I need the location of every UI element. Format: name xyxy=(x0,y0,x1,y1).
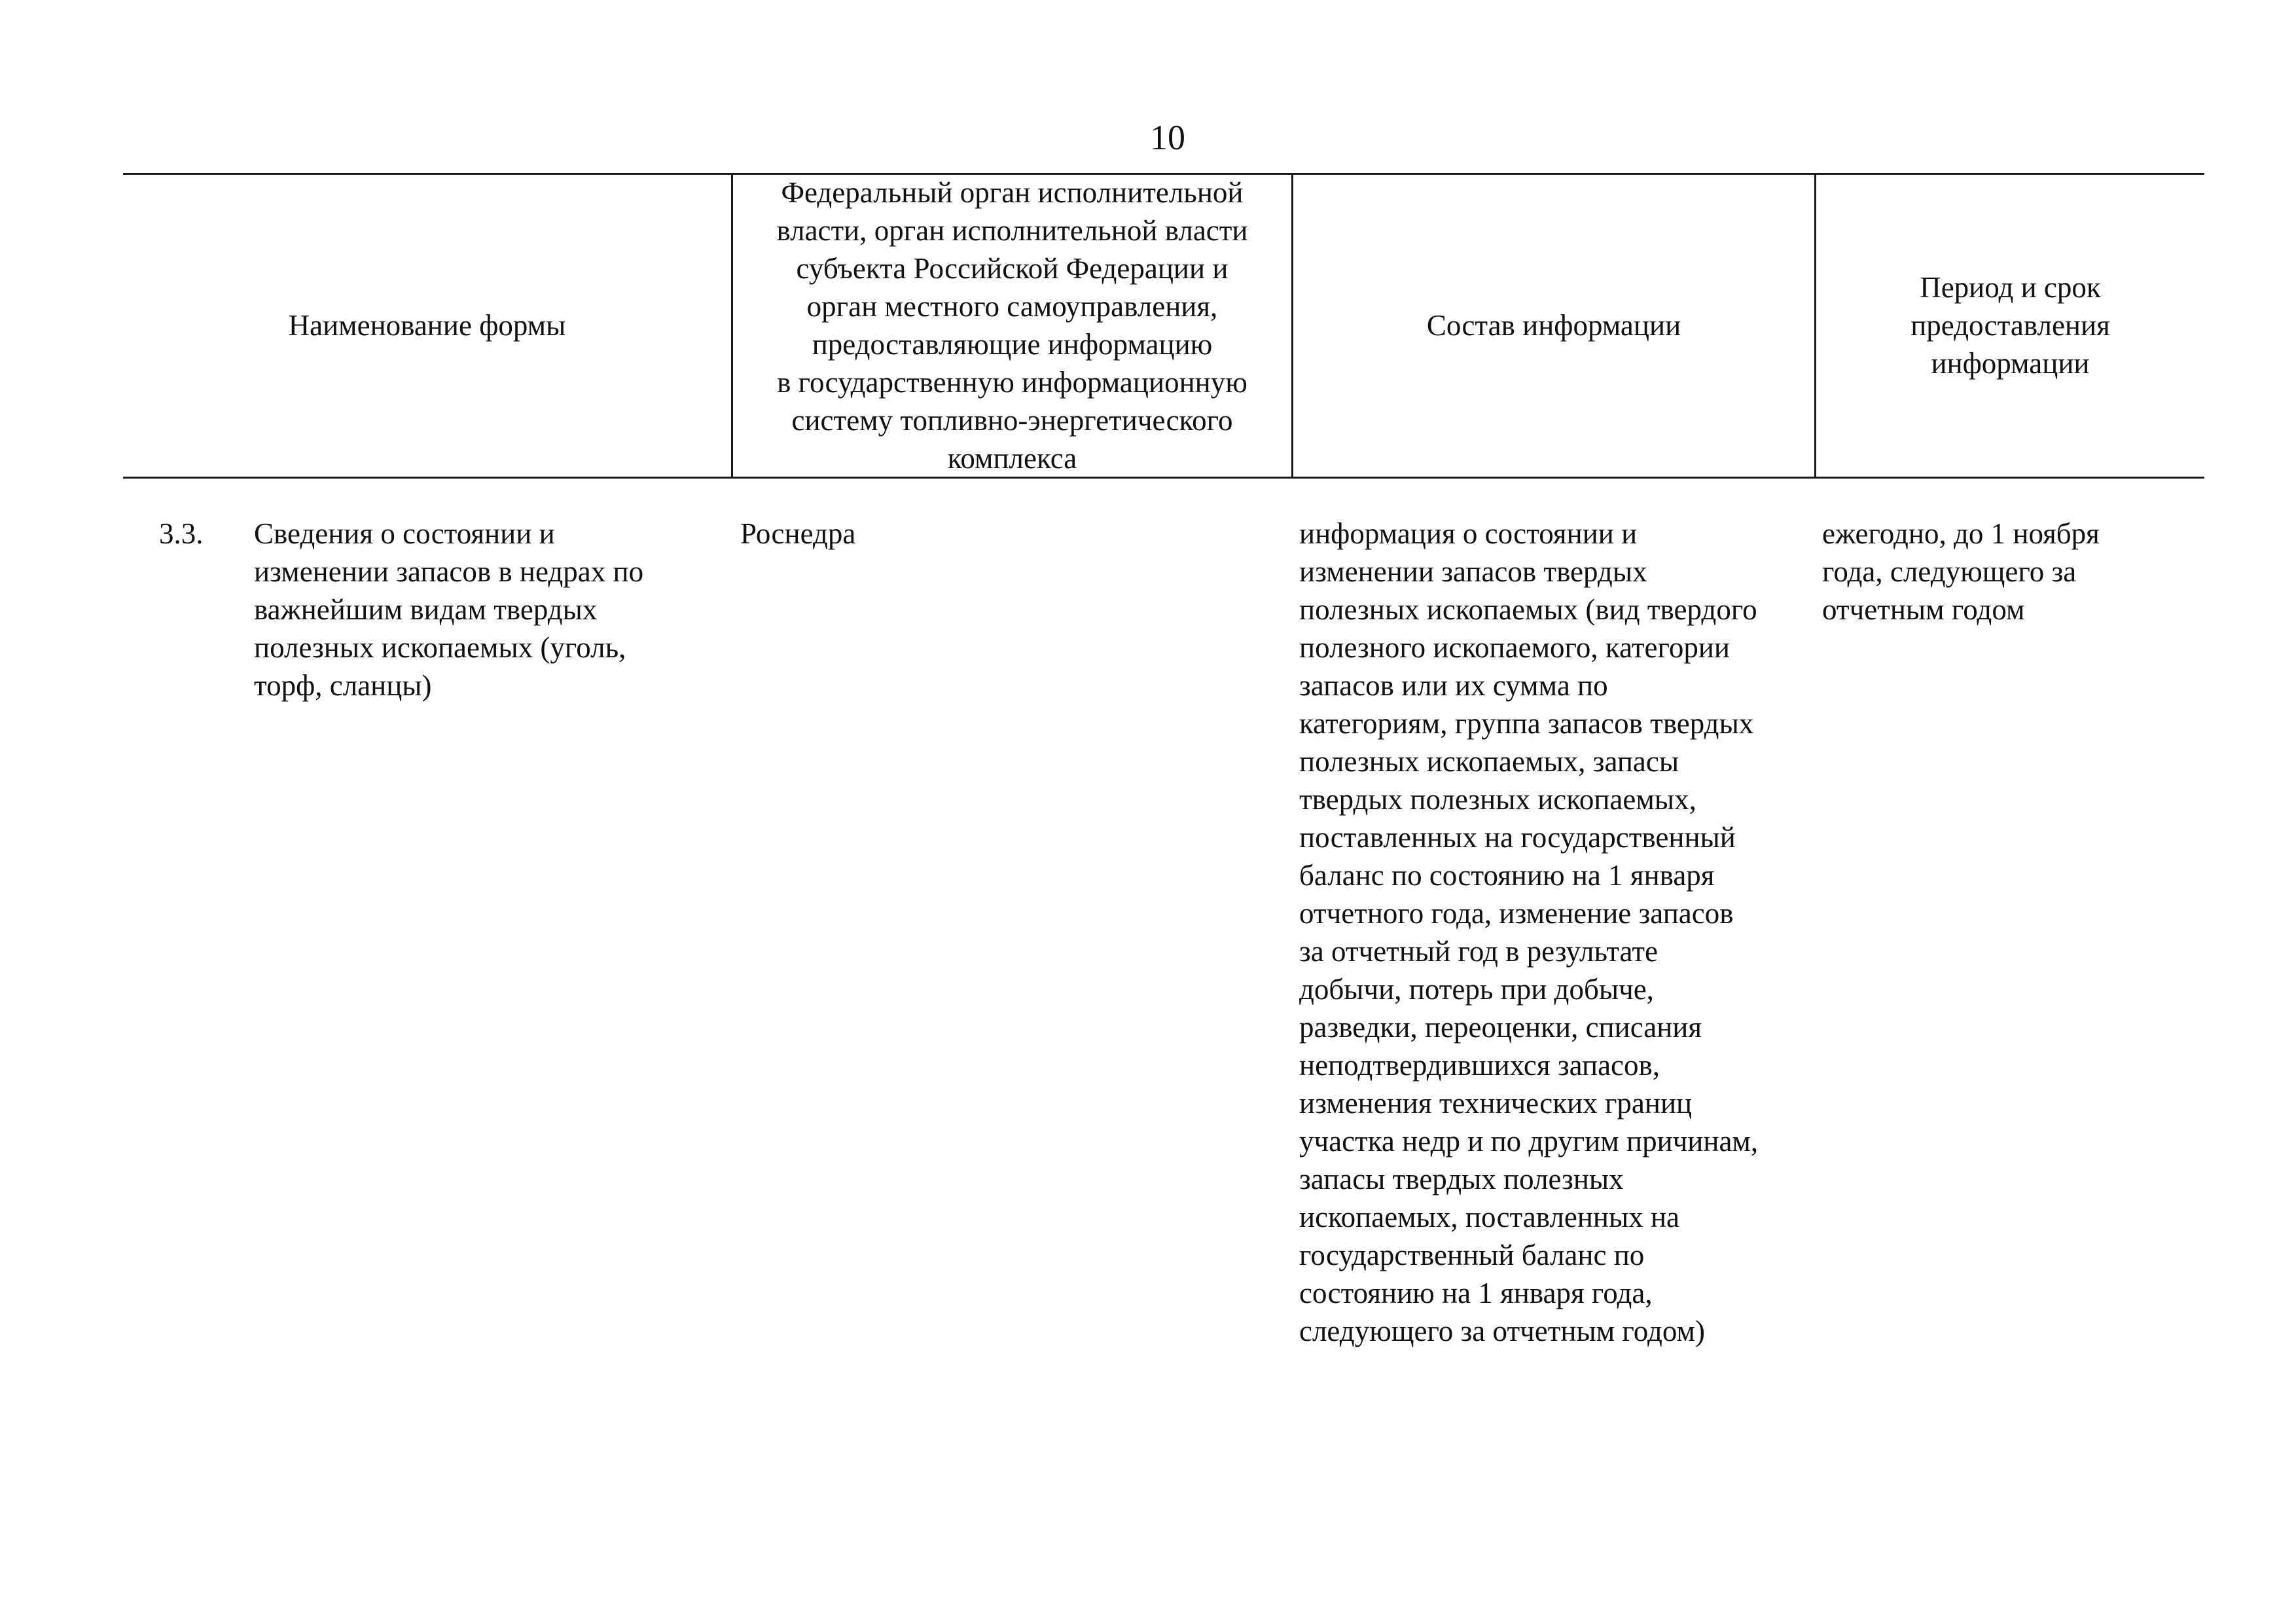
text-line: отчетным годом xyxy=(1822,593,2025,626)
header-line: систему топливно-энергетического xyxy=(791,404,1233,437)
row-period xyxy=(1822,515,2189,629)
header-form-name xyxy=(123,174,731,477)
text-line: запасов или их сумма по xyxy=(1299,669,1608,702)
row-composition xyxy=(1299,515,1816,1350)
header-line: власти, орган исполнительной власти xyxy=(776,214,1248,247)
text-line: ископаемых, поставленных на xyxy=(1299,1201,1680,1233)
header-line: Период и срок xyxy=(1920,271,2101,304)
header-period xyxy=(1816,174,2204,477)
text-line: баланс по состоянию на 1 января xyxy=(1299,859,1715,892)
text-line: разведки, переоценки, списания xyxy=(1299,1011,1702,1044)
text-line: поставленных на государственный xyxy=(1299,821,1736,854)
page-number: 10 xyxy=(1150,118,1185,157)
row-form-name xyxy=(254,515,712,704)
header-line: информации xyxy=(1931,347,2090,380)
text-line: твердых полезных ископаемых, xyxy=(1299,783,1696,816)
text-line: Роснедра xyxy=(740,517,856,550)
text-line: Сведения о состоянии и xyxy=(254,517,555,550)
text-line: изменении запасов в недрах по xyxy=(254,555,644,588)
header-line: Наименование формы xyxy=(288,309,566,342)
text-line: участка недр и по другим причинам, xyxy=(1299,1125,1759,1158)
text-line: ежегодно, до 1 ноября xyxy=(1822,517,2100,550)
text-line: состоянию на 1 января года, xyxy=(1299,1277,1653,1309)
header-line: Состав информации xyxy=(1426,309,1681,342)
text-line: запасы твердых полезных xyxy=(1299,1163,1624,1195)
row-organ xyxy=(740,515,1277,553)
text-line: неподтвердившихся запасов, xyxy=(1299,1049,1660,1082)
text-line: важнейшим видам твердых xyxy=(254,593,598,626)
text-line: информация о состоянии и xyxy=(1299,517,1638,550)
text-line: государственный баланс по xyxy=(1299,1239,1645,1271)
text-line: года, следующего за xyxy=(1822,555,2077,588)
header-line: орган местного самоуправления, xyxy=(806,290,1218,323)
text-line: категориям, группа запасов твердых xyxy=(1299,707,1754,740)
text-line: изменения технических границ xyxy=(1299,1087,1693,1120)
header-line: предоставляющие информацию xyxy=(812,328,1213,361)
text-line: за отчетный год в результате xyxy=(1299,935,1658,968)
text-line: полезных ископаемых, запасы xyxy=(1299,745,1679,778)
header-line: субъекта Российской Федерации и xyxy=(796,252,1229,285)
text-line: добычи, потерь при добыче, xyxy=(1299,973,1654,1006)
text-line: изменении запасов твердых xyxy=(1299,555,1647,588)
header-composition xyxy=(1293,174,1814,477)
text-line: следующего за отчетным годом) xyxy=(1299,1315,1705,1347)
text-line: торф, сланцы) xyxy=(254,669,432,702)
row-number: 3.3. xyxy=(159,517,204,550)
header-line: предоставления xyxy=(1910,309,2110,342)
text-line: отчетного года, изменение запасов xyxy=(1299,897,1734,930)
text-line: полезного ископаемого, категории xyxy=(1299,631,1731,664)
text-line: полезных ископаемых (уголь, xyxy=(254,631,626,664)
header-organ xyxy=(733,174,1291,477)
header-line: Федеральный орган исполнительной xyxy=(781,176,1244,209)
header-line: комплекса xyxy=(947,442,1077,475)
text-line: полезных ископаемых (вид твердого xyxy=(1299,593,1757,626)
header-line: в государственную информационную xyxy=(777,366,1247,399)
